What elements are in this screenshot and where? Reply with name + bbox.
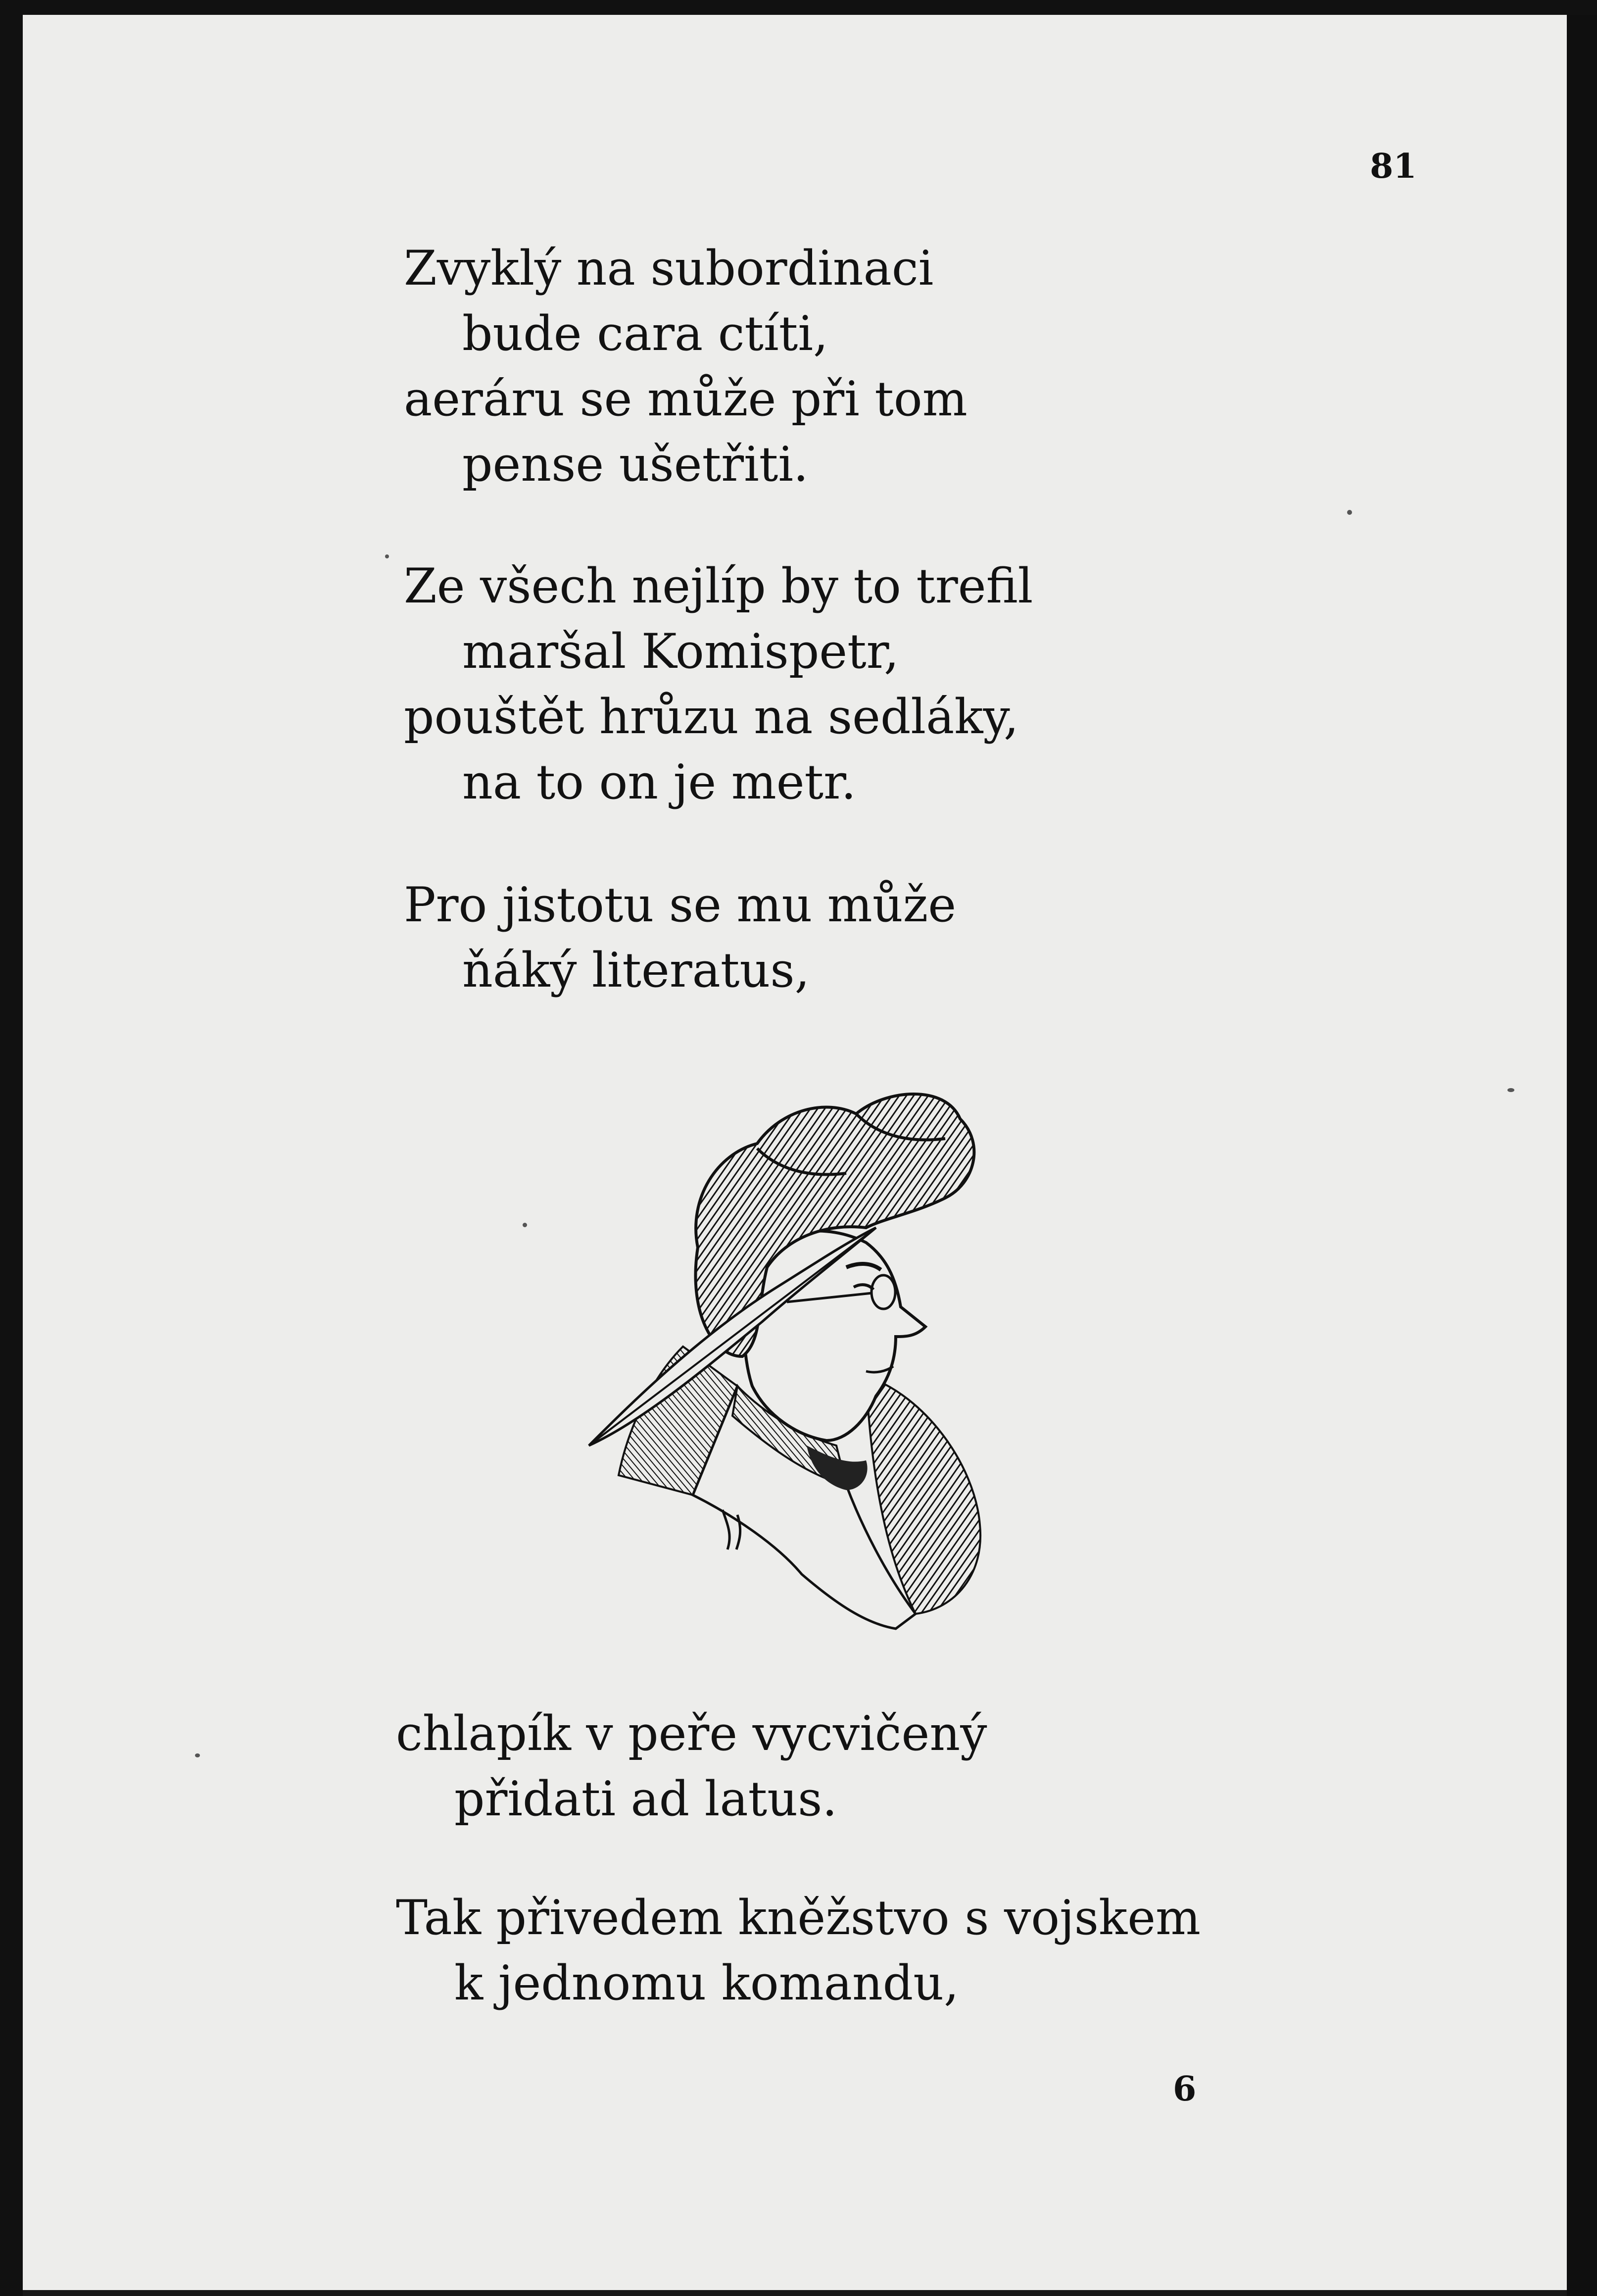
verse-line: maršal Komispetr,	[462, 624, 899, 679]
scan-border-top	[0, 0, 1597, 15]
stanza	[396, 1885, 1201, 2016]
verse-line: Pro jistotu se mu může	[404, 877, 957, 933]
stanza	[404, 553, 1033, 815]
verse-line: k jednomu komandu,	[454, 1955, 959, 2011]
stanza	[404, 872, 956, 1003]
portrait-engraving-icon	[569, 1079, 1015, 1639]
verse-line: bude cara ctíti,	[462, 306, 828, 361]
verse-line: aeráru se může při tom	[404, 371, 968, 427]
paper-speck	[385, 554, 389, 558]
verse-line: na to on je metr.	[462, 754, 856, 810]
verse-line: Ze všech nejlíp by to trefil	[404, 558, 1033, 614]
verse-line: ňáký literatus,	[462, 943, 810, 998]
verse-line: pouštět hrůzu na sedláky,	[404, 689, 1019, 745]
verse-line: Tak přivedem kněžstvo s vojskem	[396, 1890, 1201, 1946]
verse-line: chlapík v peře vycvičený	[396, 1706, 987, 1761]
paper-speck	[523, 1223, 527, 1227]
paper-speck	[1507, 1088, 1514, 1092]
verse-line: přidati ad latus.	[454, 1771, 837, 1827]
verse-line: Zvyklý na subordinaci	[404, 241, 934, 296]
verse-line: pense ušetřiti.	[462, 437, 809, 492]
scan-border-right	[1567, 15, 1597, 2296]
paper-speck	[195, 1753, 200, 1757]
page-number: 81	[1370, 147, 1417, 186]
scan-border-left	[0, 0, 23, 2296]
stanza	[404, 236, 968, 497]
signature-mark: 6	[1173, 2069, 1197, 2109]
paper-speck	[1347, 510, 1352, 515]
stanza	[396, 1701, 987, 1832]
